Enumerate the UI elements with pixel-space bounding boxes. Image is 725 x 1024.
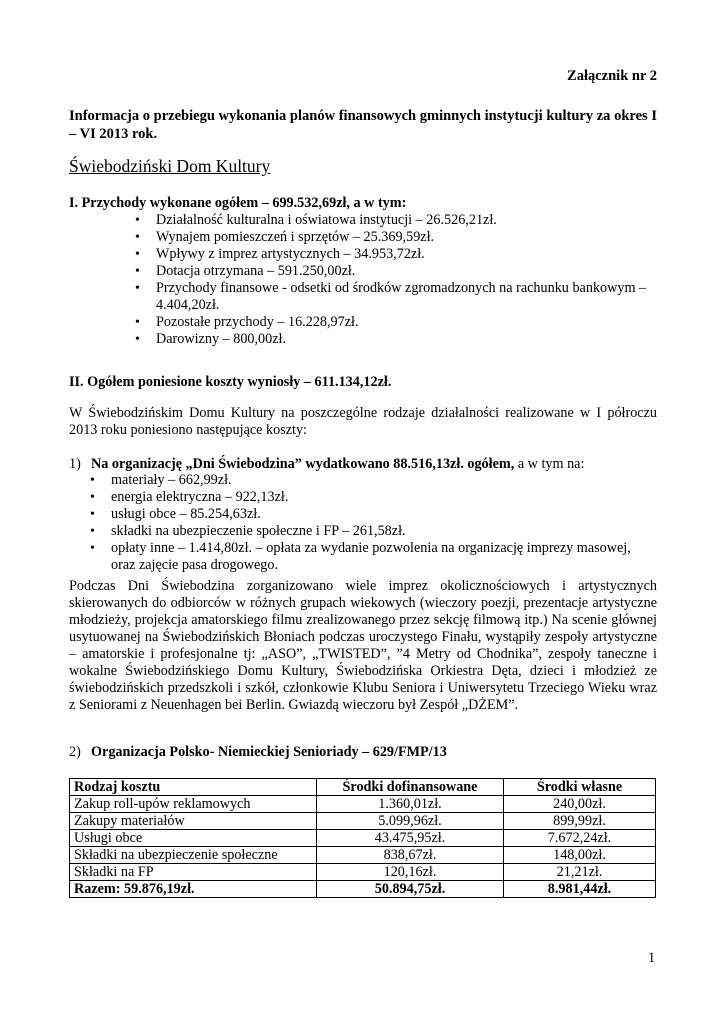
revenue-heading: I. Przychody wykonane ogółem – 699.532,69zł, a w tym: [69,195,407,211]
list-item: • materiały – 662,99zł. [88,472,657,489]
cost-item-1-list [88,472,657,574]
table-cell: 5.099,96zł. [317,813,504,830]
list-item: • Działalność kulturalna i oświatowa instytucji – 26.526,21zł. [133,212,657,229]
revenue-list [133,212,657,348]
list-item: • Darowizny – 800,00zł. [133,331,657,348]
list-item: • usługi obce – 85.254,63zł. [88,506,657,523]
list-item: • Dotacja otrzymana – 591.250,00zł. [133,263,657,280]
list-item: • Przychody finansowe - odsetki od środków zgromadzonych na rachunku bankowym – 4.404,20zł. [133,280,657,314]
table-row [70,847,656,864]
table-cell: 8.981,44zł. [504,881,656,898]
table-cell: Składki na FP [70,864,317,881]
column-header: Rodzaj kosztu [70,779,317,796]
table-cell: 838,67zł. [317,847,504,864]
table-cell: 240,00zł. [504,796,656,813]
table-cell: Zakupy materiałów [70,813,317,830]
list-item: • Pozostałe przychody – 16.228,97zł. [133,314,657,331]
table-cell: 50.894,75zł. [317,881,504,898]
item-title: Organizacja Polsko- Niemieckiej Senioriady – 629/FMP/13 [91,744,447,760]
item-number: 1) [69,456,81,472]
document-title: Informacja o przebiegu wykonania planów finansowych gminnych instytucji kultury za okres I – VI 2013 rok. [69,108,657,142]
table-cell: Razem: 59.876,19zł. [70,881,317,898]
page-number: 1 [648,950,656,966]
item-number: 2) [69,744,81,760]
list-item: • opłaty inne – 1.414,80zł. – opłata za wydanie pozwolenia na organizację imprezy masowej, oraz zajęcie pasa drogowego. [88,540,657,574]
event-description-paragraph: Podczas Dni Świebodzina zorganizowano wiele imprez okolicznościowych i artystycznych skierowanych do odbiorców w różnych grupach wiekowych (wieczory poezji, prezentacje artystyczne młodzieży, projekcja amatorskiego filmu zrealizowanego przez sekcję filmową itp.) Na scenie głównej usytuowanej na Świebodzińskich Błoniach podczas uroczystego Finału, wystąpiły zespoły artystyczne – amatorskie i profesjonalne tj: „ASO”, „TWISTED”, ”4 Metry od Chodnika”, zespoły taneczne i wokalne Świebodzińskiego Domu Kultury, Świebodzińska Orkiestra Dęta, dzieci i młodzież ze świebodzińskich przedszkoli i szkół, członkowie Klubu Seniora i Uniwersytetu Trzeciego Wieku wraz z Seniorami z Neuenhagen bei Berlin. Gwiazdą wieczoru był Zespół „DŻEM”. [69,578,657,713]
column-header: Środki dofinansowane [317,779,504,796]
column-header: Środki własne [504,779,656,796]
table-cell: 899,99zł. [504,813,656,830]
institution-name: Świebodziński Dom Kultury [69,156,271,176]
item-title-bold: Na organizację „Dni Świebodzina” wydatkowano 88.516,13zł. ogółem, [91,456,515,472]
table-cell: 120,16zł. [317,864,504,881]
table-row [70,864,656,881]
table-cell: Składki na ubezpieczenie społeczne [70,847,317,864]
table-cell: 43.475,95zł. [317,830,504,847]
cost-table [69,778,656,898]
table-total-row [70,881,656,898]
costs-heading: II. Ogółem poniesione koszty wyniosły – 611.134,12zł. [69,374,392,390]
table-row [70,813,656,830]
table-header-row [70,779,656,796]
costs-intro-paragraph: W Świebodzińskim Domu Kultury na poszczególne rodzaje działalności realizowane w I półroczu 2013 roku poniesiono następujące koszty: [69,405,657,438]
table-row [70,830,656,847]
list-item: • składki na ubezpieczenie społeczne i FP – 261,58zł. [88,523,657,540]
item-title-rest: a w tym na: [514,456,585,472]
table-cell: Usługi obce [70,830,317,847]
table-cell: Zakup roll-upów reklamowych [70,796,317,813]
cost-item-2-heading [69,744,447,761]
table-cell: 21,21zł. [504,864,656,881]
table-row [70,796,656,813]
list-item: • Wpływy z imprez artystycznych – 34.953,72zł. [133,246,657,263]
annex-label: Załącznik nr 2 [567,68,657,84]
list-item: • Wynajem pomieszczeń i sprzętów – 25.369,59zł. [133,229,657,246]
table-cell: 148,00zł. [504,847,656,864]
table-cell: 7.672,24zł. [504,830,656,847]
table-cell: 1.360,01zł. [317,796,504,813]
cost-item-1-heading [69,456,657,473]
list-item: • energia elektryczna – 922,13zł. [88,489,657,506]
